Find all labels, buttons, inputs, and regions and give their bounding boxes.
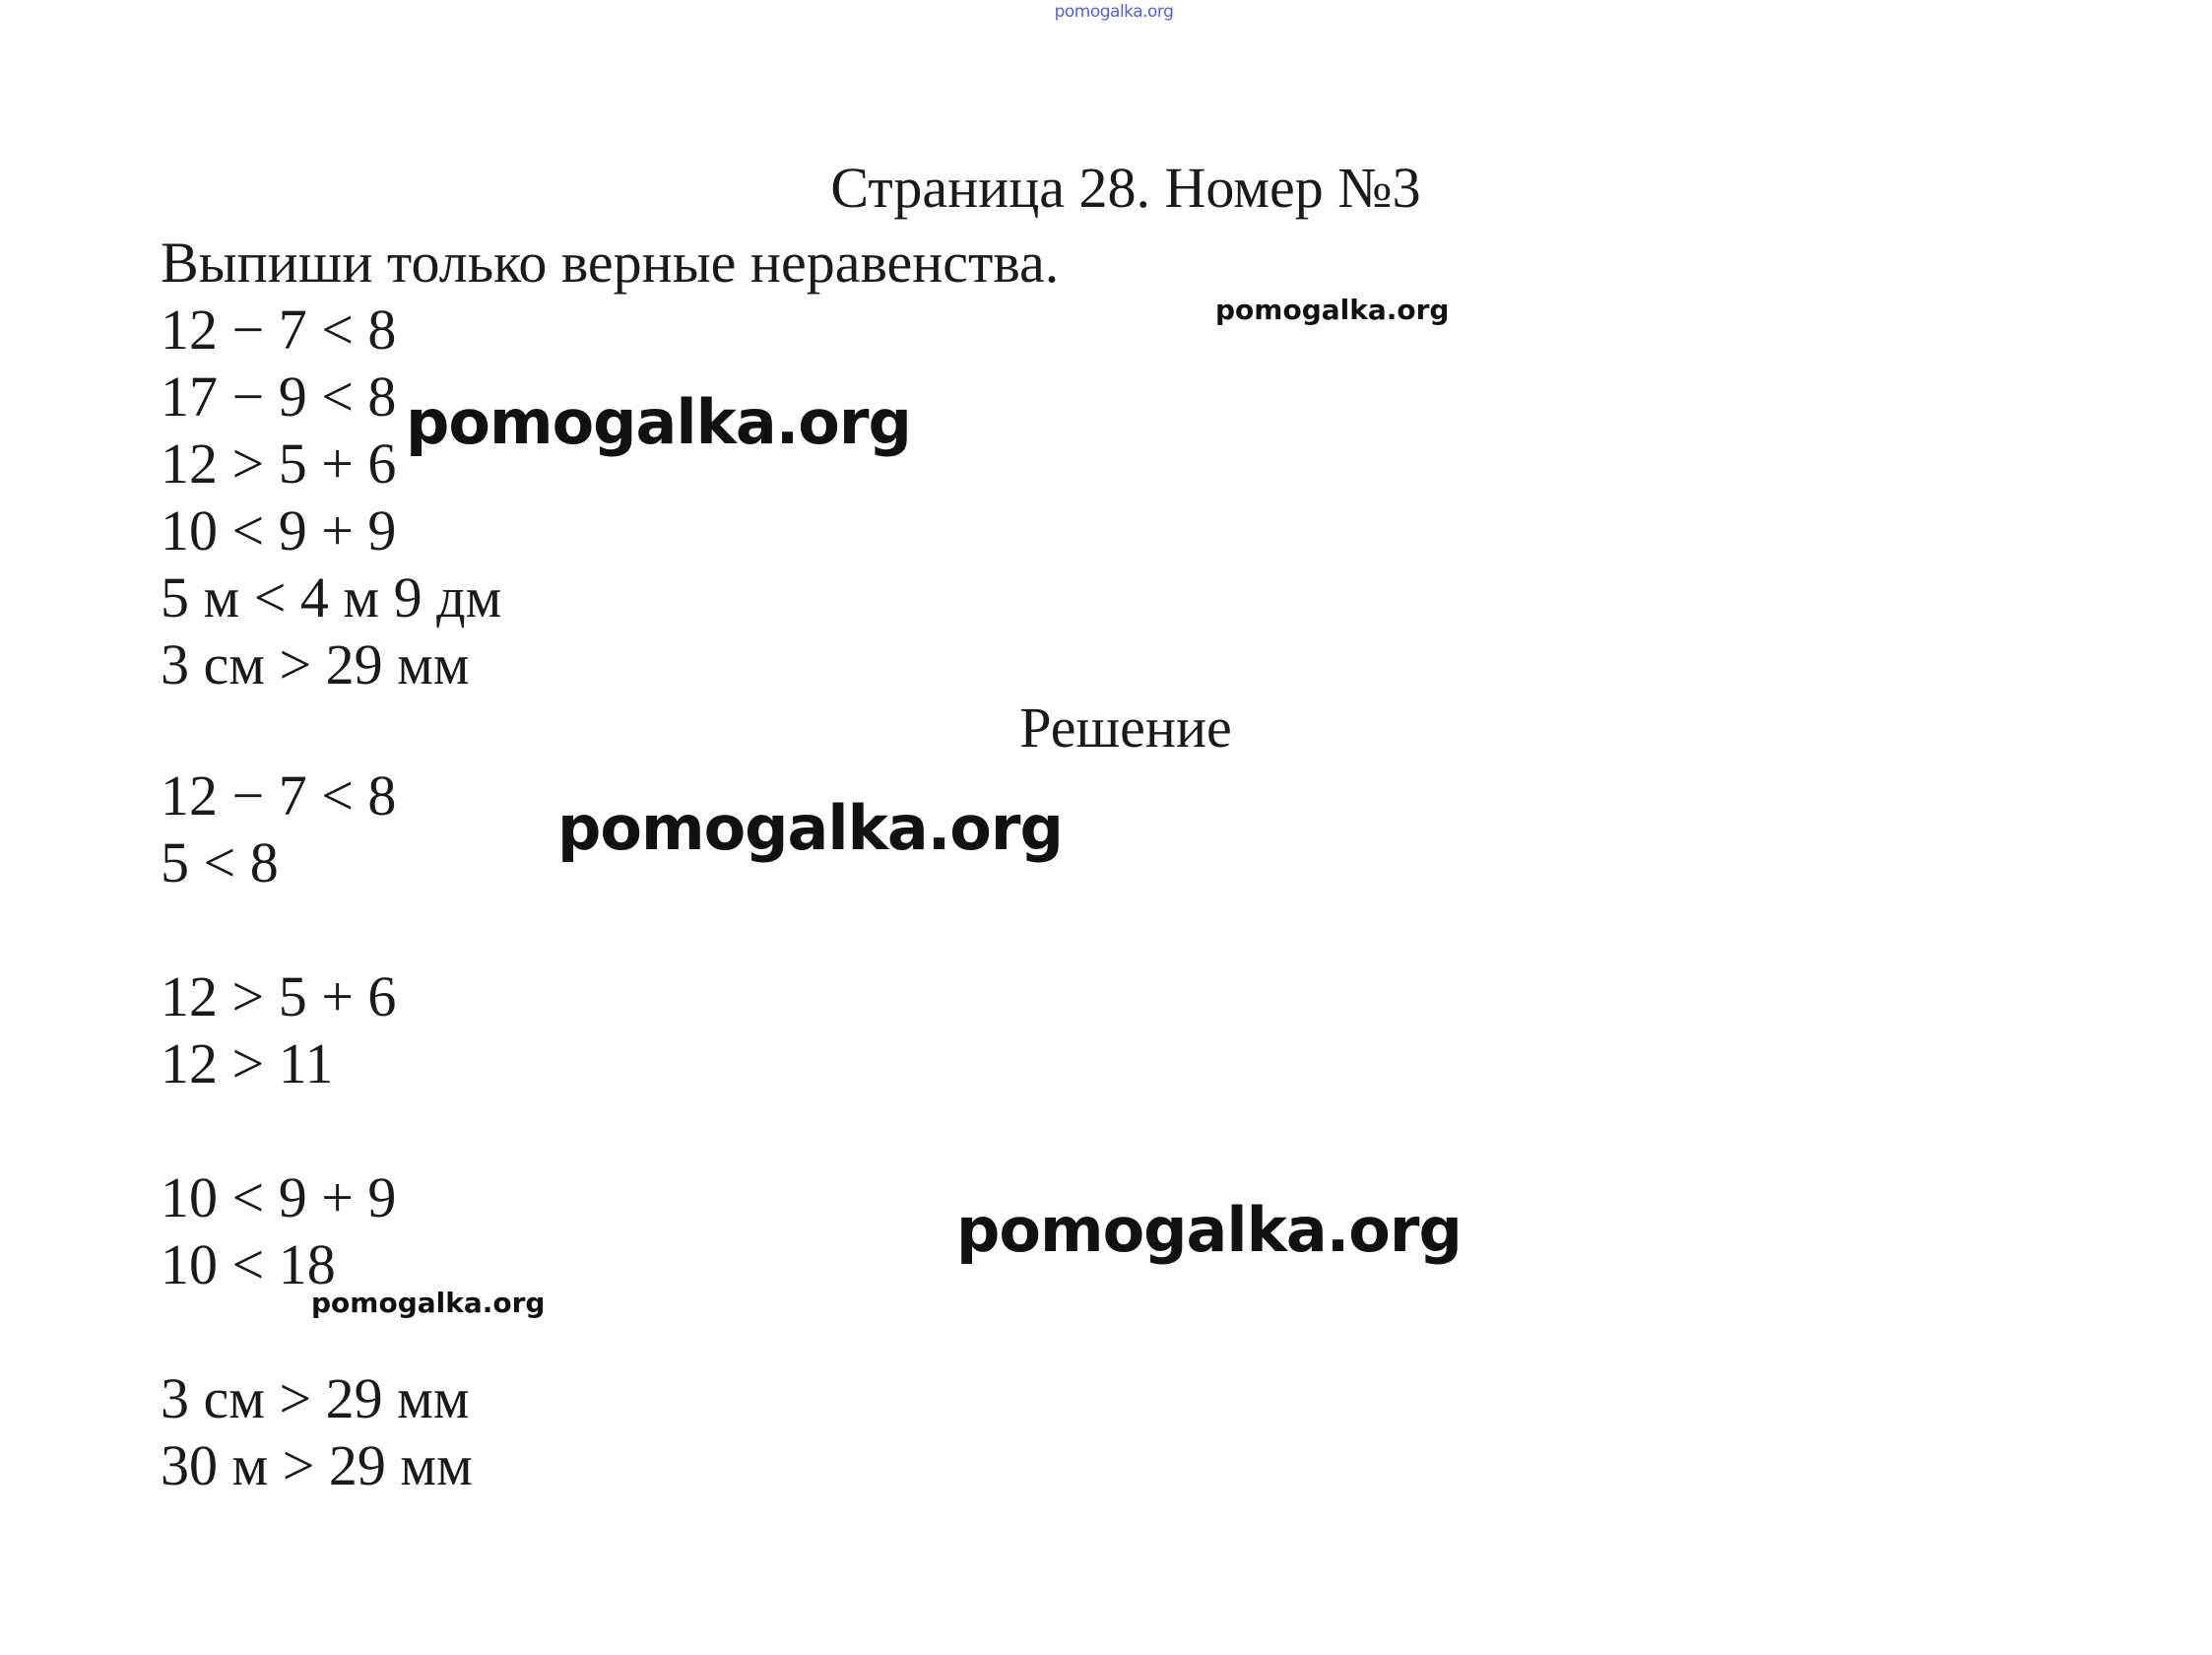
watermark: pomogalka.org [956,1194,1462,1266]
solution-heading: Решение [1019,695,1232,760]
solution-line: 3 см > 29 мм [161,1366,470,1430]
solution-line: 10 < 18 [161,1232,336,1296]
watermark: pomogalka.org [311,1287,546,1319]
solution-line: 12 > 5 + 6 [161,964,397,1028]
watermark: pomogalka.org [557,792,1063,864]
problem-line: 3 см > 29 мм [161,632,470,696]
solution-line: 30 м > 29 мм [161,1433,473,1497]
watermark: pomogalka.org [406,386,911,458]
header-watermark: pomogalka.org [1054,2,1174,22]
solution-line: 10 < 9 + 9 [161,1165,397,1229]
problem-line: 5 м < 4 м 9 дм [161,565,502,629]
solution-line: 12 − 7 < 8 [161,763,397,828]
task-statement: Выпиши только верные неравенства. [161,231,1060,295]
solution-line: 12 > 11 [161,1031,334,1095]
watermark: pomogalka.org [1215,294,1450,326]
problem-line: 12 > 5 + 6 [161,431,397,496]
solution-line: 5 < 8 [161,830,279,894]
problem-line: 10 < 9 + 9 [161,498,397,563]
problem-line: 12 − 7 < 8 [161,298,397,362]
problem-line: 17 − 9 < 8 [161,364,397,429]
page-title: Страница 28. Номер №3 [830,156,1421,220]
